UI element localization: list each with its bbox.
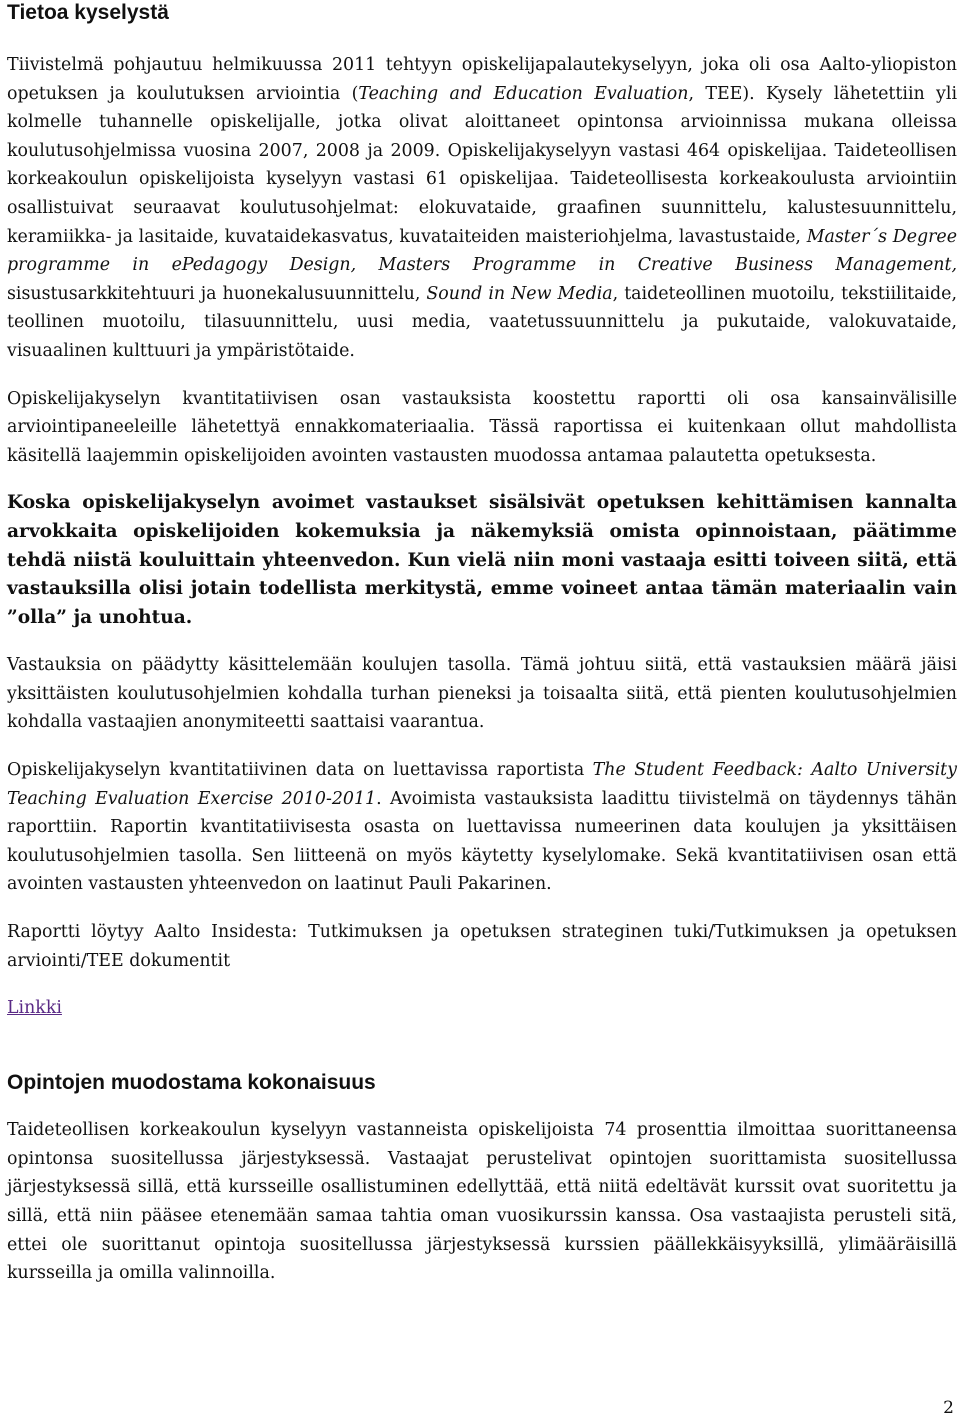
report-title-italic: The Student Feedback: Aalto University Teaching Evaluation Exercise 2010-2011 — [7, 760, 957, 809]
linkki-link[interactable]: Linkki — [7, 998, 62, 1019]
section-heading-opintojen-kokonaisuus: Opintojen muodostama kokonaisuus — [7, 1071, 376, 1095]
page-number: 2 — [943, 1398, 954, 1418]
report-location-paragraph: Raportti löytyy Aalto Insidesta: Tutkimuksen ja opetuksen strateginen tuki/Tutkimuksen ja opetuksen arviointi/TEE dokumentit — [7, 922, 957, 971]
intro-text-c: sisustusarkkitehtuuri ja huonekalusuunnittelu, — [7, 283, 427, 304]
school-level-paragraph: Vastauksia on päädytty käsittelemään koulujen tasolla. Tämä johtuu siitä, että vastauksien määrä jäisi yksittäisten koulutusohjelmien kohdalla turhan pieneksi ja toisaalta siitä, että pienten koulutusohjelmien kohdalla vastaajien anonymiteetti saattaisi vaarantua. — [7, 655, 957, 733]
intro-text-a-italic: Teaching and Education Evaluation — [358, 83, 689, 104]
quantitative-text-a: Opiskelijakyselyn kvantitatiivinen data on luettavissa raportista — [7, 760, 593, 781]
intro-text-b: , TEE). Kysely lähetettiin yli kolmelle tuhannelle opiskelijalle, jotka olivat aloittaneet opintonsa arvioinnissa mukana olleissa koulutusohjelmissa vuosina 2007, 2008 ja 2009. Opiskelijakyselyyn vastasi 464 opiskelijaa. Taideteollisen korkeakoulun opiskelijoista kyselyyn vastasi 61 opiskelijaa. Taideteollisesta korkeakoulusta arviointiin osallistuivat seuraavat koulutusohjelmat: elokuvataide, graafinen suunnittelu, kalustesuunnittelu, keramiikka- ja lasitaide, kuvataidekasvatus, kuvataiteiden maisteriohjelma, lavastustaide, — [7, 83, 958, 247]
bold-summary-paragraph: Koska opiskelijakyselyn avoimet vastaukset sisälsivät opetuksen kehittämisen kannalta arvokkaita opiskelijoiden kokemuksia ja näkemyksiä omista opinnoistaan, päätimme tehdä niistä kouluittain yhteenvedon. Kun vielä niin moni vastaaja esitti toiveen siitä, että vastauksilla olisi jotain todellista merkitystä, emme voineet antaa tämän materiaalin vain ”olla” ja unohtua. — [7, 492, 957, 628]
document-page — [7, 0, 957, 1307]
intro-text-b-italic: Master´s Degree programme in ePedagogy Design, Masters Programme in Creative Business Management, — [7, 226, 958, 276]
quantitative-data-paragraph — [7, 756, 957, 899]
report-paragraph: Opiskelijakyselyn kvantitatiivisen osan vastauksista koostettu raportti oli osa kansainvälisille arviointipaneeleille lähetettyä ennakkomateriaalia. Tässä raportissa ei kuitenkaan ollut mahdollista käsitellä laajemmin opiskelijoiden avointen vastausten muodossa antamaa palautetta opetuksesta. — [7, 388, 957, 466]
intro-paragraph — [7, 51, 957, 366]
intro-text-a: Tiivistelmä pohjautuu helmikuussa 2011 tehtyyn opiskelijapalautekyselyyn, joka oli osa Aalto-yliopiston opetuksen ja koulutuksen arviointia ( — [7, 55, 957, 104]
section-heading-tietoa-kyselysta: Tietoa kyselystä — [7, 1, 169, 24]
study-order-paragraph: Taideteollisen korkeakoulun kyselyyn vastanneista opiskelijoista 74 prosenttia ilmoittaa suorittaneensa opintonsa suositellussa järjestyksessä. Vastaajat perustelivat opintojen suorittamista suositellussa järjestyksessä sillä, että kursseille osallistuminen edellyttää, että niitä edeltävät kurssit ovat suoritettu ja sillä, että niin pääsee etenemään samaa tahtia oman vuosikurssin kanssa. Osa vastaajista perusteli sitä, ettei ole suorittanut opintoja suositellussa järjestyksessä kurssien päällekkäisyyksillä, ylimääräisillä kursseilla ja omilla valinnoilla. — [7, 1120, 957, 1284]
intro-text-d: , taideteollinen muotoilu, tekstiilitaide, teollinen muotoilu, tilasuunnittelu, uusi media, vaatetussuunnittelu ja pukutaide, valokuvataide, visuaalinen kulttuuri ja ympäristötaide. — [7, 283, 958, 361]
link-row — [7, 994, 957, 1022]
quantitative-text-b: . Avoimista vastauksista laadittu tiivistelmä on täydennys tähän raporttiin. Raportin kvantitatiivisesta osasta on luettavissa numeerinen data koulujen ja yksittäisen koulutusohjelmien tasolla. Sen liitteenä on myös käytetty kyselylomake. Sekä kvantitatiivisen osan että avointen vastausten yhteenvedon on laatinut Pauli Pakarinen. — [7, 788, 957, 895]
intro-text-c-italic: Sound in New Media — [426, 283, 613, 304]
